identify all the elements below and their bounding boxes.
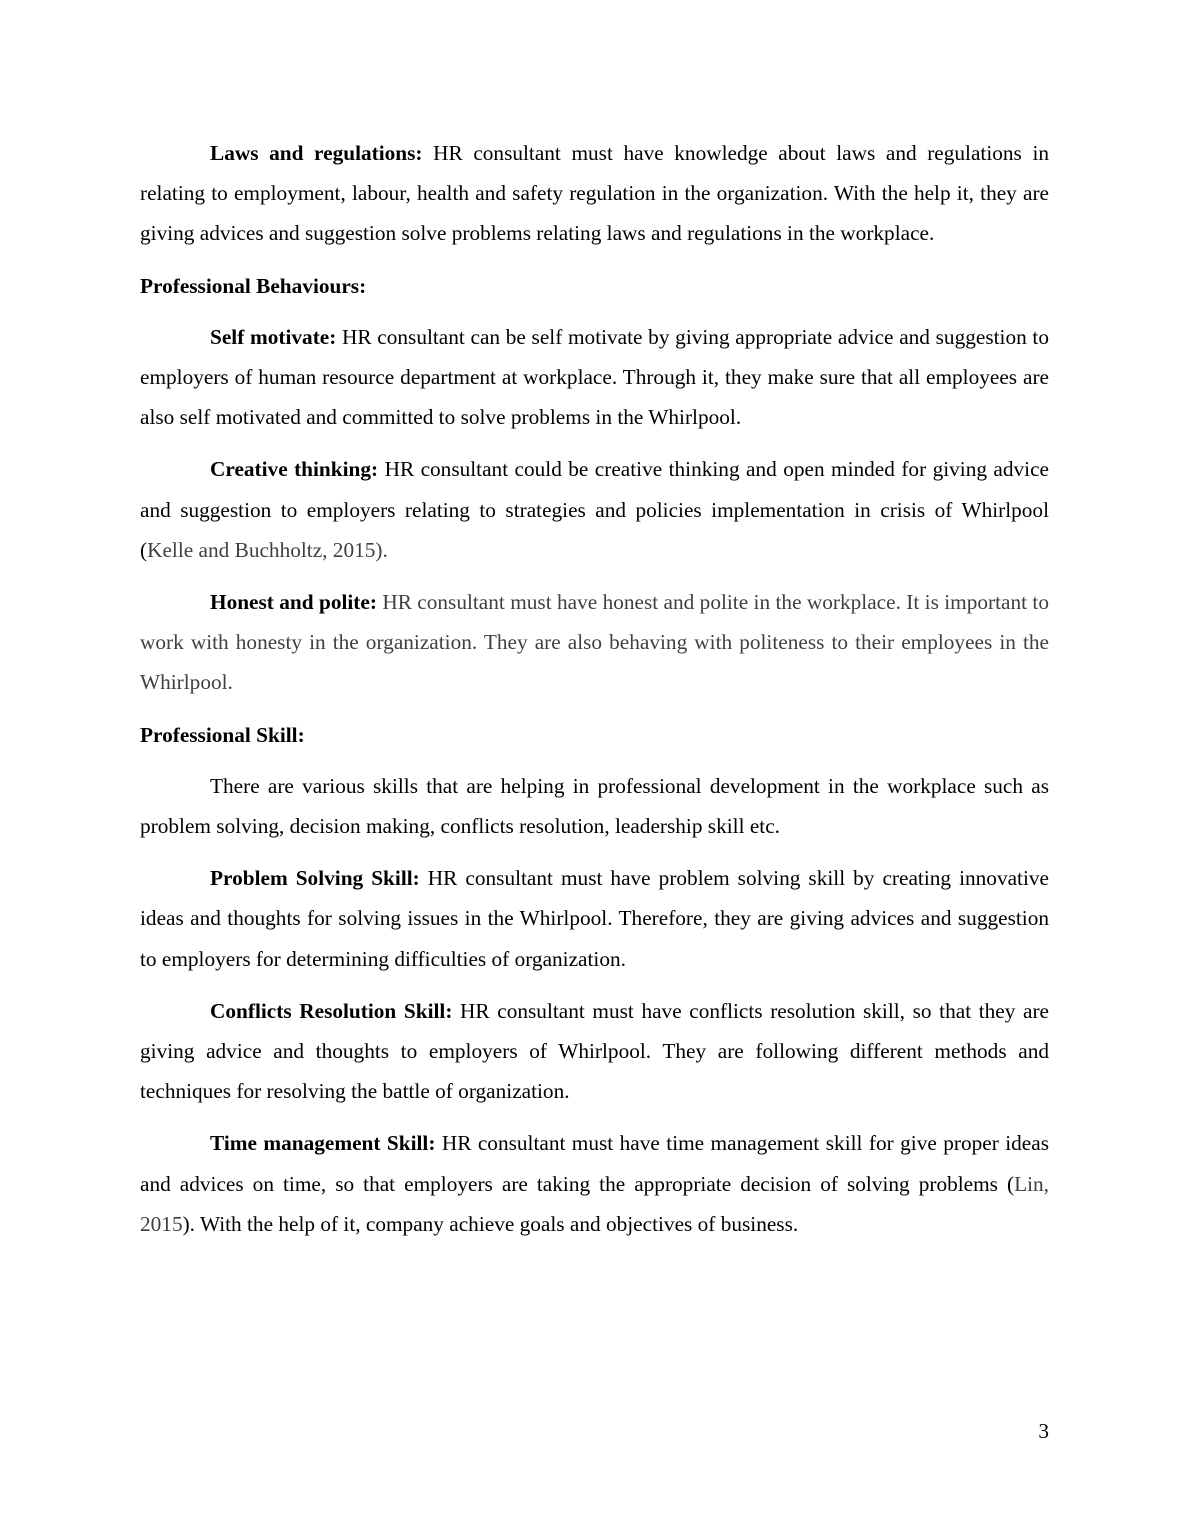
paragraph-text: HR consultant could be creative thinking and open minded for giving advice and suggestion to employers relating to strategies and policies implementation in crisis of Whirlpool ( — [140, 457, 1050, 562]
paragraph-creative-thinking — [140, 449, 1049, 570]
section-heading-professional-behaviours — [140, 266, 1049, 306]
citation: Lin, 2015 — [140, 1171, 1049, 1236]
paragraph-text: HR consultant must have problem solving skill by creating innovative ideas and thoughts for solving issues in the Whirlpool. Therefore, they are giving advices and suggestion to employers for determining difficulties of organization. — [140, 866, 1049, 971]
paragraph-text: HR consultant must have knowledge about laws and regulations in relating to employment, labour, health and safety regulation in the organization. With the help it, they are giving advices and suggestion solve problems relating laws and regulations in the workplace. — [140, 141, 1050, 246]
paragraph-conflicts-resolution-skill — [140, 991, 1049, 1112]
citation: Kelle and Buchholtz, 2015). — [147, 537, 388, 562]
paragraph-text-end: ). With the help of it, company achieve goals and objectives of business. — [182, 1211, 799, 1236]
term-creative-thinking: Creative thinking: — [210, 457, 379, 482]
heading-text: Professional Skill: — [140, 722, 305, 747]
term-problem-solving-skill: Problem Solving Skill: — [210, 866, 420, 891]
paragraph-text: HR consultant can be self motivate by giving appropriate advice and suggestion to employers of human resource department at workplace. Through it, they make sure that all employees are also self motivated and committed to solve problems in the Whirlpool. — [140, 324, 1049, 430]
term-self-motivate: Self motivate: — [210, 324, 337, 349]
paragraph-self-motivate — [140, 317, 1049, 438]
heading-text: Professional Behaviours: — [140, 273, 367, 298]
section-heading-professional-skill — [140, 715, 1049, 755]
page-body — [140, 133, 1049, 1256]
paragraph-text: HR consultant must have conflicts resolution skill, so that they are giving advice and thoughts to employers of Whirlpool. They are following different methods and techniques for resolving the battle of organization. — [140, 998, 1050, 1104]
term-time-management-skill: Time management Skill: — [210, 1131, 436, 1156]
paragraph-text: HR consultant must have honest and polite in the workplace. It is important to work with honesty in the organization. They are also behaving with politeness to their employees in the Whirlpool. — [140, 590, 1049, 695]
paragraph-text: HR consultant must have time management skill for give proper ideas and advices on time, so that employers are taking the appropriate decision of solving problems ( — [140, 1131, 1049, 1196]
page-number: 3 — [1038, 1419, 1049, 1443]
term-honest-and-polite: Honest and polite: — [210, 590, 377, 615]
paragraph-problem-solving-skill — [140, 858, 1049, 979]
term-laws-and-regulations: Laws and regulations: — [210, 141, 423, 165]
paragraph-skills-intro: There are various skills that are helping in professional development in the workplace such as problem solving, decision making, conflicts resolution, leadership skill etc. — [140, 773, 1049, 839]
term-conflicts-resolution-skill: Conflicts Resolution Skill: — [210, 998, 453, 1023]
paragraph-laws-and-regulations — [140, 133, 1049, 254]
paragraph-honest-and-polite — [140, 582, 1049, 703]
paragraph-time-management-skill — [140, 1123, 1049, 1244]
